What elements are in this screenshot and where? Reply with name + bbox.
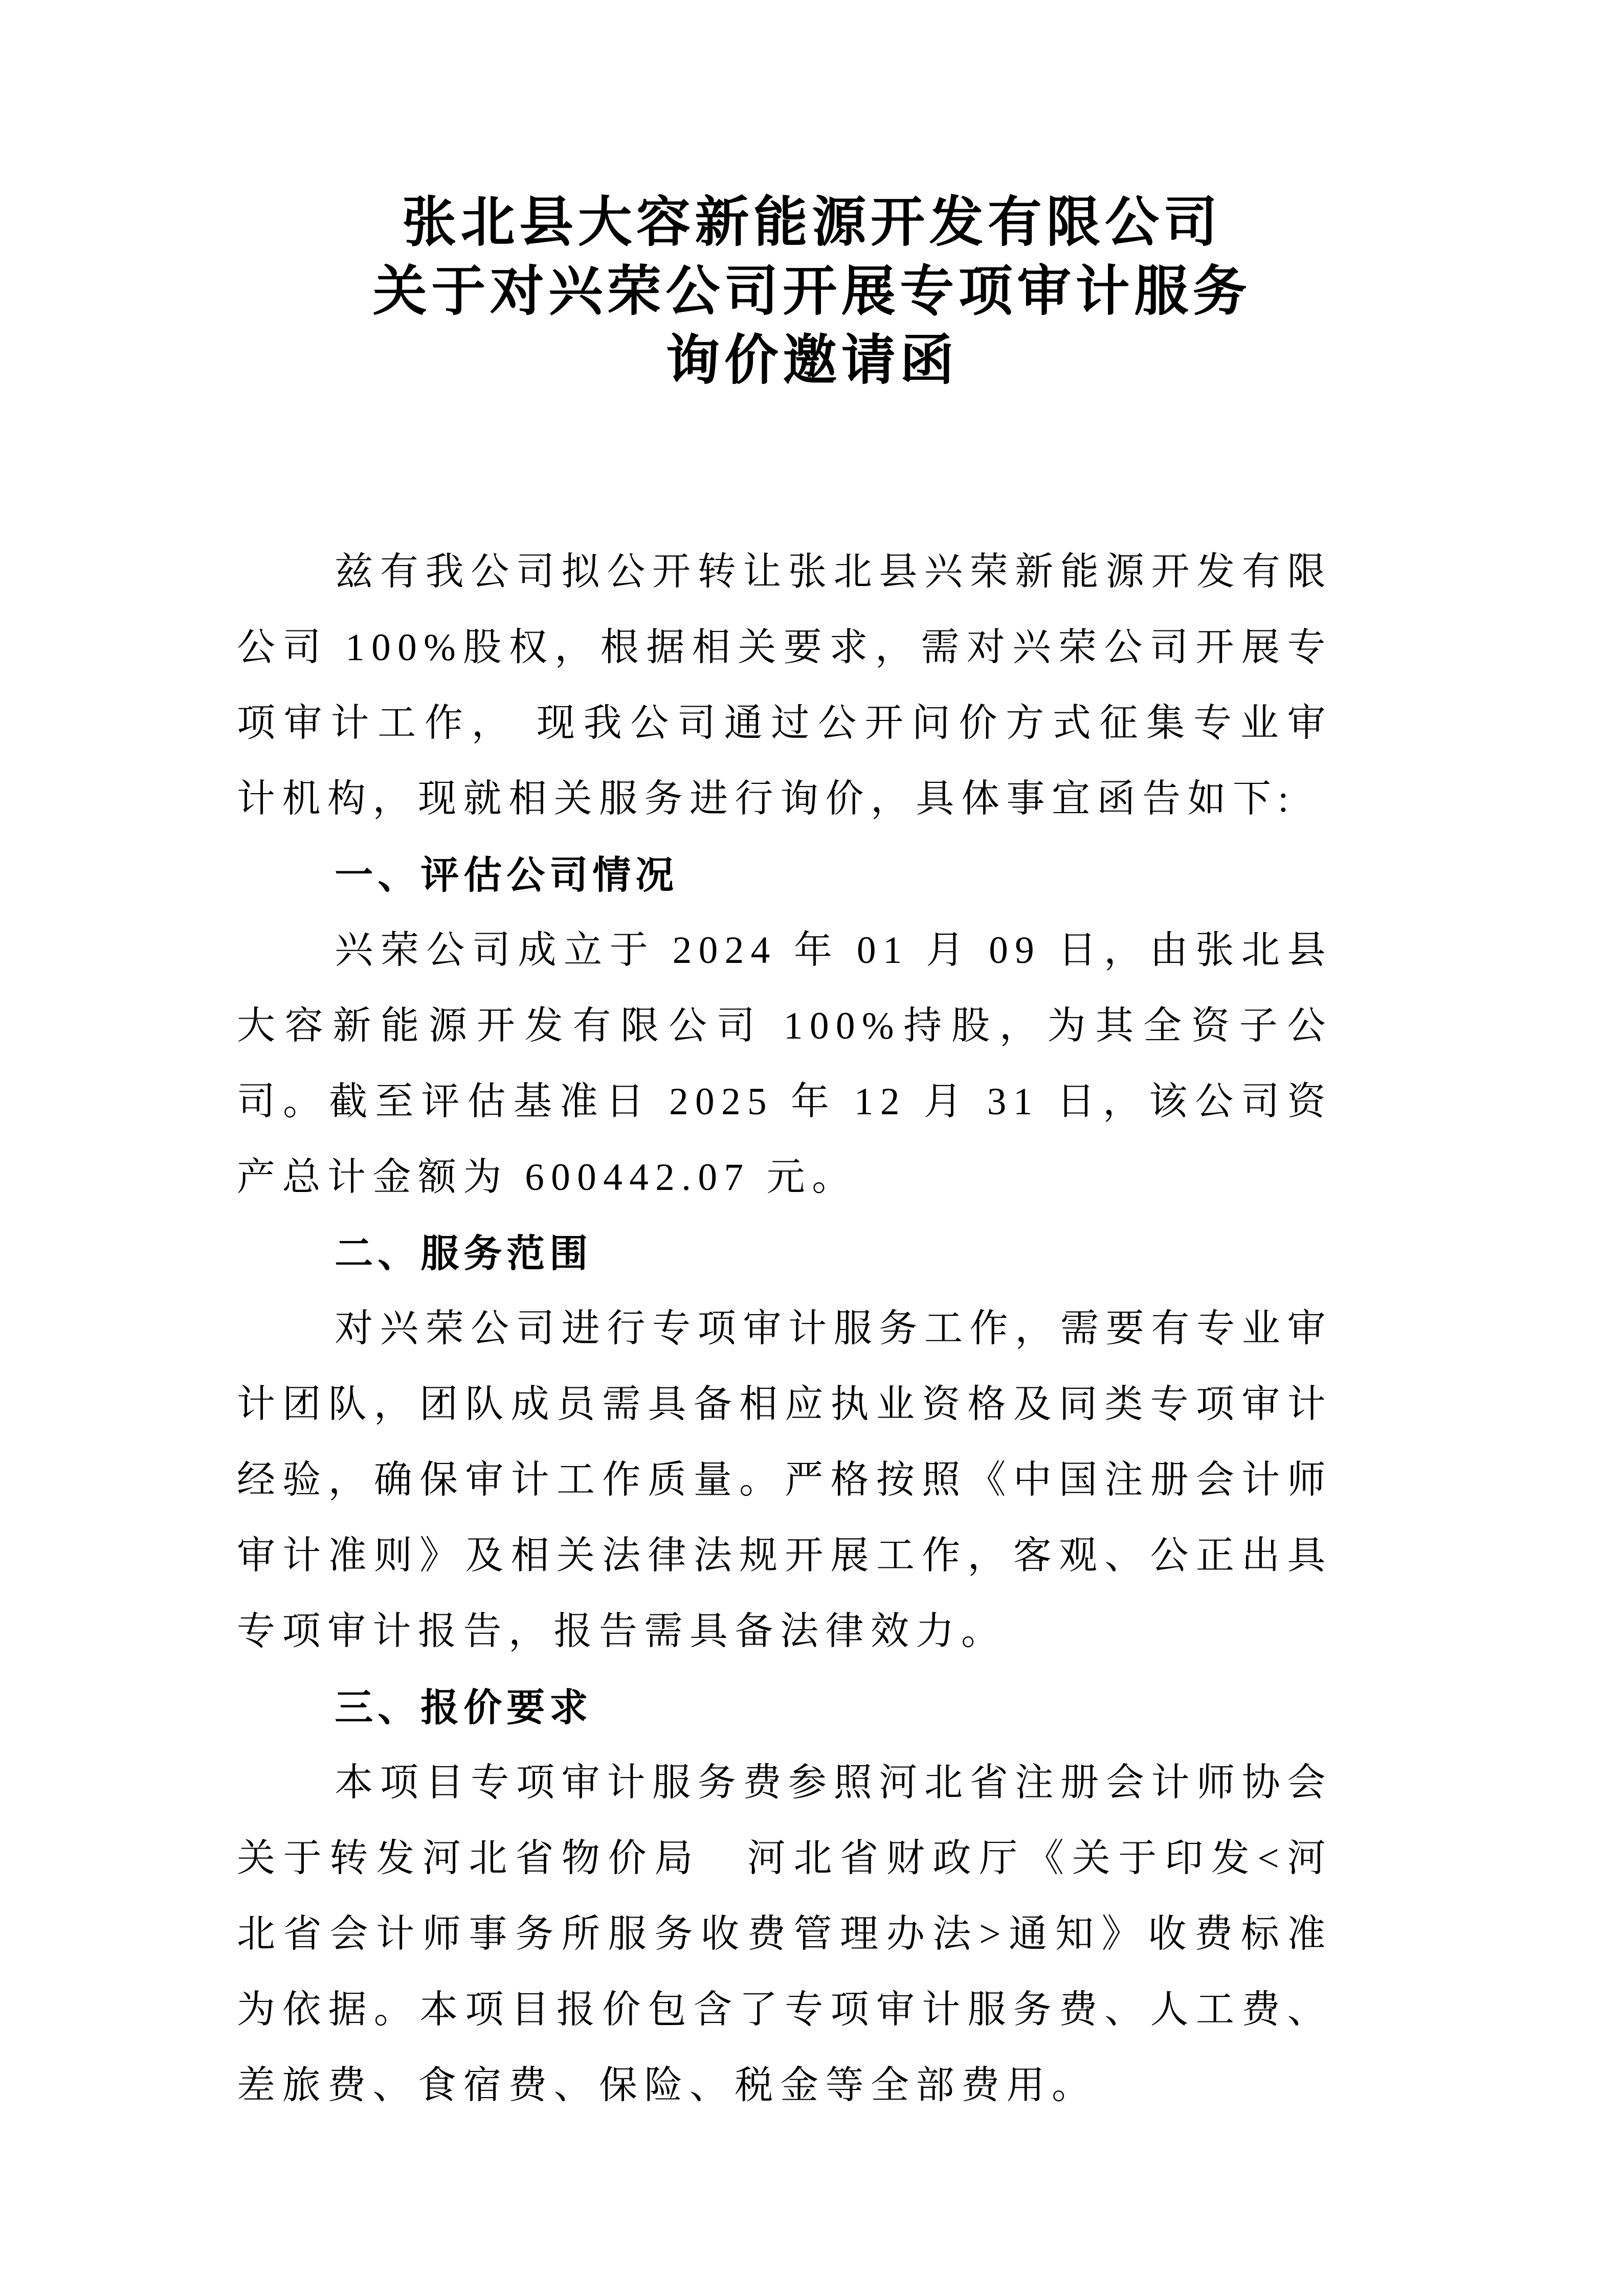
document-title-line-1: 张北县大容新能源开发有限公司 bbox=[402, 193, 1222, 253]
document-title-line-2: 关于对兴荣公司开展专项审计服务 bbox=[372, 262, 1252, 322]
section-1-heading: 一、评估公司情况 bbox=[335, 853, 679, 896]
document-body bbox=[237, 534, 1332, 2124]
section-2-paragraph: 对兴荣公司进行专项审计服务工作，需要有专业审计团队，团队成员需具备相应执业资格及同类专项审计经验，确保审计工作质量。严格按照《中国注册会计师审计准则》及相关法律法规开展工作，客观、公正出具专项审计报告，报告需具备法律效力。 bbox=[237, 1308, 1332, 1653]
intro-paragraph: 兹有我公司拟公开转让张北县兴荣新能源开发有限公司 100%股权，根据相关要求，需对兴荣公司开展专项审计工作， 现我公司通过公开问价方式征集专业审计机构，现就相关服务进行询价，具体事宜函告如下: bbox=[237, 551, 1332, 820]
section-3-heading: 三、报价要求 bbox=[335, 1686, 593, 1729]
section-3-paragraph: 本项目专项审计服务费参照河北省注册会计师协会关于转发河北省物价局 河北省财政厅《关于印发<河北省会计师事务所服务收费管理办法>通知》收费标准为依据。本项目报价包含了专项审计服务费、人工费、差旅费、食宿费、保险、税金等全部费用。 bbox=[237, 1762, 1332, 2107]
document-title-line-3: 询价邀请函 bbox=[665, 331, 959, 391]
document-title bbox=[0, 0, 1624, 395]
section-2-heading: 二、服务范围 bbox=[335, 1232, 593, 1275]
section-1-paragraph: 兴荣公司成立于 2024 年 01 月 09 日，由张北县大容新能源开发有限公司 100%持股，为其全资子公司。截至评估基准日 2025 年 12 月 31 日，该公司资产总计金额为 600442.07 元。 bbox=[237, 929, 1332, 1199]
